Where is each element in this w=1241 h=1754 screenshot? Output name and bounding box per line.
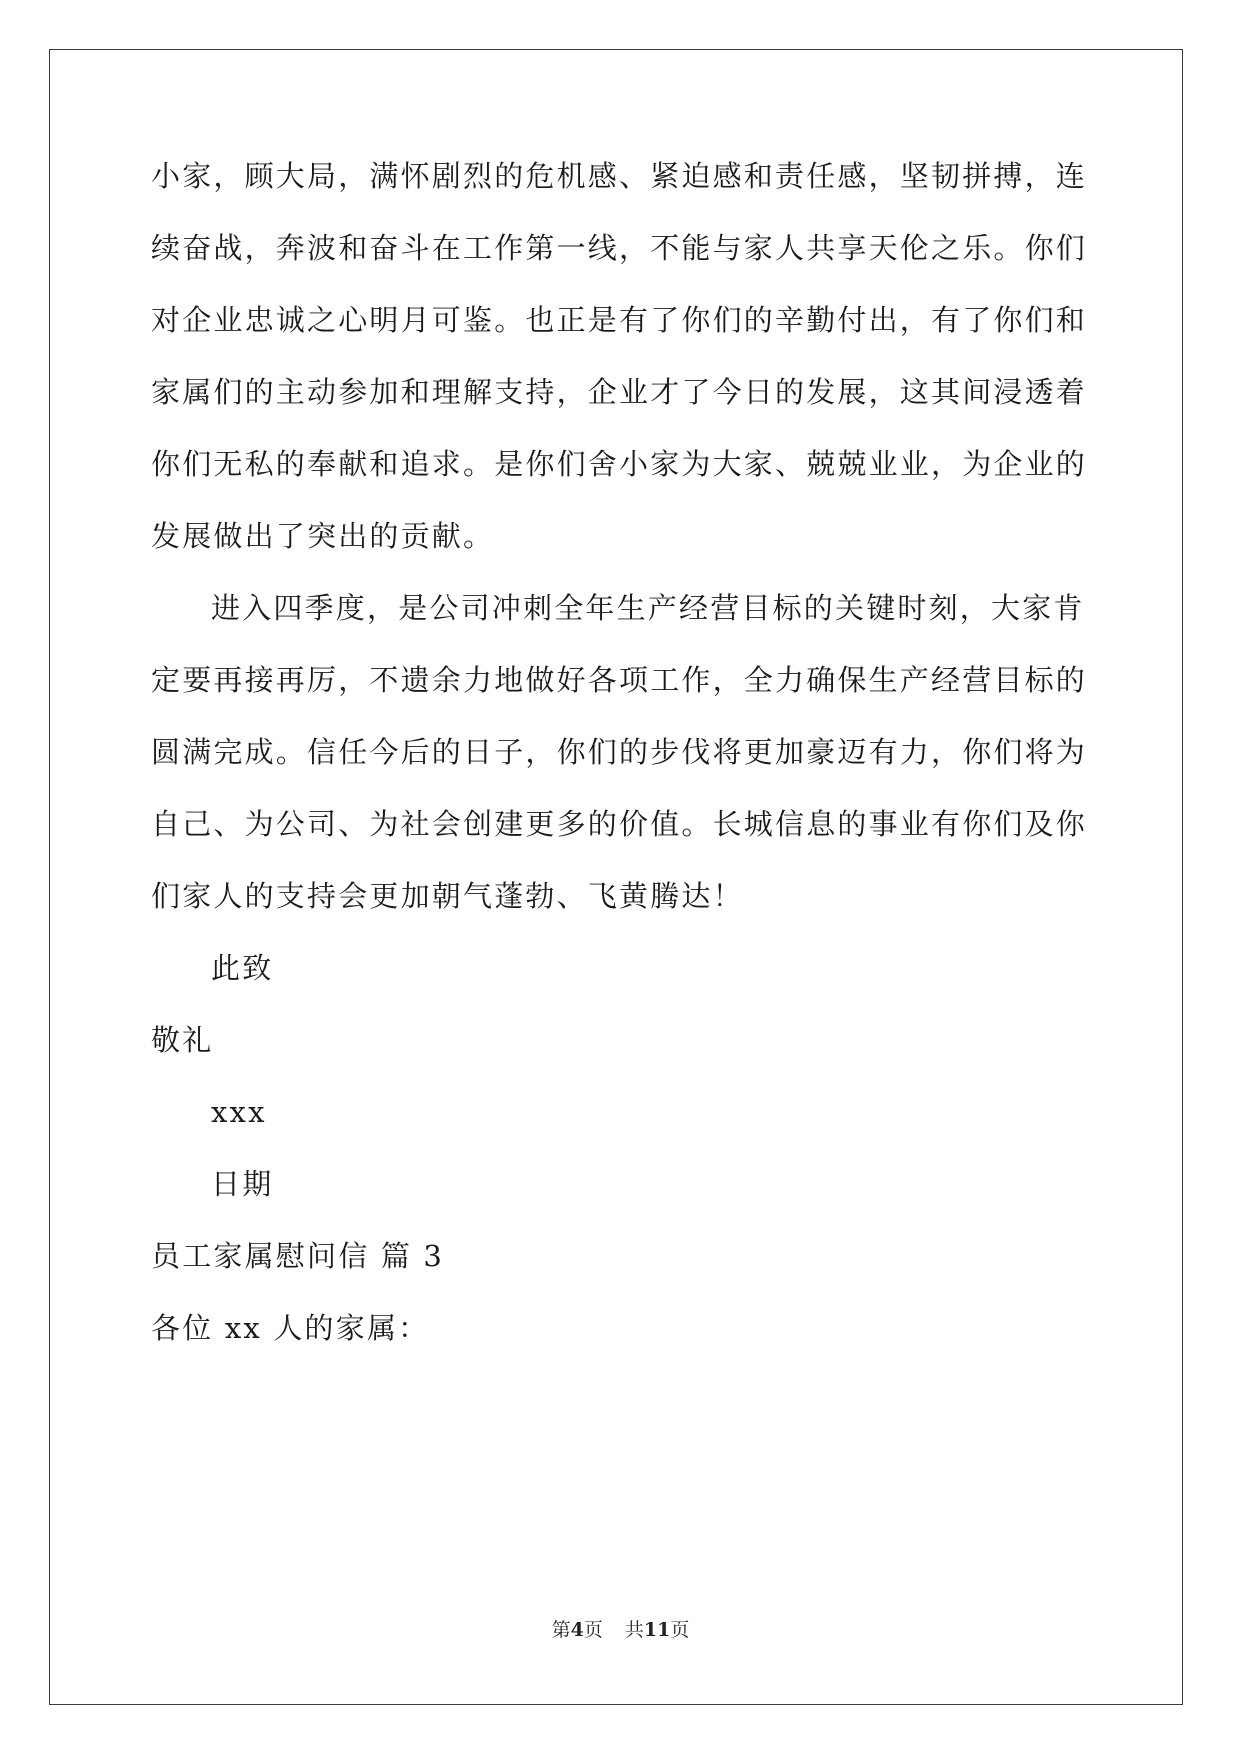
paragraph-line: 们家人的支持会更加朝气蓬勃、飞黄腾达！	[151, 879, 744, 913]
paragraph-line: 定要再接再厉，不遗余力地做好各项工作，全力确保生产经营目标的	[151, 663, 1088, 697]
paragraph-line: 你们无私的奉献和追求。是你们舍小家为大家、兢兢业业，为企业的	[151, 447, 1088, 481]
paragraph-line: 家属们的主动参加和理解支持，企业才了今日的发展，这其间浸透着	[151, 375, 1088, 409]
total-prefix: 共	[624, 1619, 644, 1641]
paragraph-line: 续奋战，奔波和奋斗在工作第一线，不能与家人共享天伦之乐。你们	[151, 231, 1088, 265]
paragraph-line: 进入四季度，是公司冲刺全年生产经营目标的关键时刻，大家肯	[211, 591, 1085, 625]
page-prefix: 第	[551, 1619, 571, 1641]
page-number: 4	[570, 1619, 584, 1641]
page-footer	[0, 1617, 1241, 1643]
paragraph-line: 自己、为公司、为社会创建更多的价值。长城信息的事业有你们及你	[151, 807, 1088, 841]
greeting-text: 各位 xx 人的家属：	[151, 1311, 430, 1345]
paragraph-line: 圆满完成。信任今后的日子，你们的步伐将更加豪迈有力，你们将为	[151, 735, 1088, 769]
paragraph-line: 对企业忠诚之心明月可鉴。也正是有了你们的辛勤付出，有了你们和	[151, 303, 1088, 337]
total-suffix: 页	[670, 1619, 690, 1641]
closing-text: 此致	[211, 951, 274, 985]
signer-name: xxx	[211, 1095, 267, 1129]
salute-text: 敬礼	[151, 1023, 214, 1057]
paragraph-line: 小家，顾大局，满怀剧烈的危机感、紧迫感和责任感，坚韧拼搏，连	[151, 159, 1088, 193]
paragraph-line: 发展做出了突出的贡献。	[151, 519, 495, 553]
date-text: 日期	[211, 1167, 274, 1201]
page-suffix: 页	[583, 1619, 603, 1641]
total-pages: 11	[643, 1619, 671, 1641]
section-title: 员工家属慰问信 篇 3	[151, 1239, 445, 1273]
